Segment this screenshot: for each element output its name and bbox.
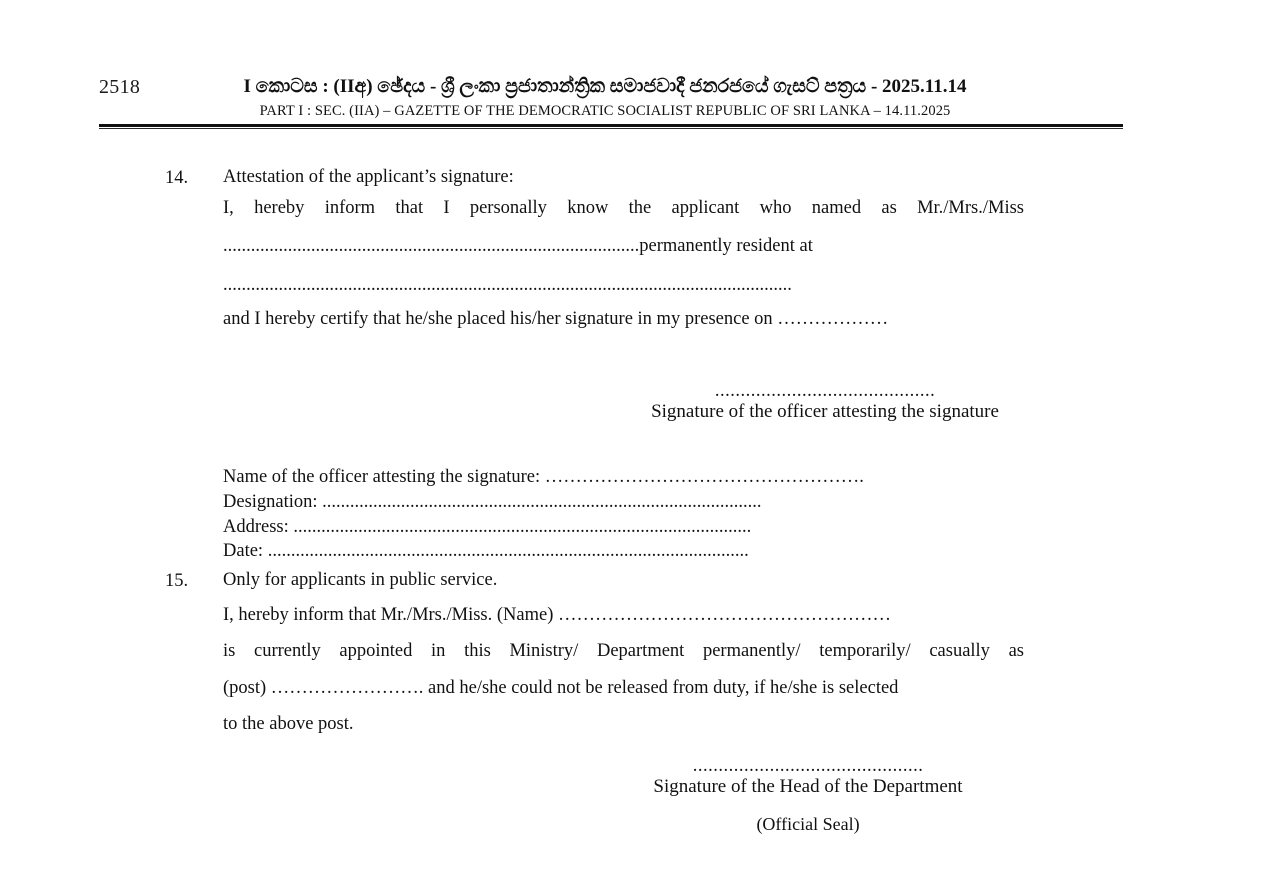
officer-signature-line[interactable]: ........................................... bbox=[714, 380, 936, 401]
spacer bbox=[223, 294, 1024, 310]
field-dotted-input[interactable]: ........................................................................................................ bbox=[263, 542, 749, 562]
clause-15 bbox=[0, 571, 1275, 734]
document-body bbox=[0, 168, 1275, 836]
spacer bbox=[0, 329, 1275, 359]
field-dotted-input[interactable]: ................................................................................................... bbox=[288, 517, 752, 537]
official-seal-label: (Official Seal) bbox=[756, 814, 860, 835]
spacer bbox=[0, 359, 1275, 383]
clause-15-line-1: I, hereby inform that Mr./Mrs./Miss. (Name) ……………………………………………… bbox=[223, 604, 891, 625]
clause-15-line-3: (post) ……………………. and he/she could not be released from duty, if he/she is selected bbox=[223, 677, 899, 698]
clause-14-address-dotted-field[interactable]: ........................................................................................................................... bbox=[223, 274, 792, 295]
field-label: Date: bbox=[223, 542, 264, 562]
field-row bbox=[223, 518, 1024, 537]
officer-signature-label: Signature of the officer attesting the signature bbox=[651, 401, 999, 423]
gazette-title-english: PART I : SEC. (IIA) – GAZETTE OF THE DEMOCRATIC SOCIALIST REPUBLIC OF SRI LANKA – 14.11.2025 bbox=[259, 103, 951, 119]
spacer bbox=[0, 454, 1275, 468]
clause-14-line-2 bbox=[223, 237, 1024, 256]
header-rule-thin bbox=[99, 128, 1123, 129]
field-label: Name of the officer attesting the signature: bbox=[223, 467, 541, 487]
field-label: Designation: bbox=[223, 492, 318, 512]
head-signature-block bbox=[598, 755, 1018, 837]
clause-15-line-2: is currently appointed in this Ministry/ Department permanently/ temporarily/ casually as bbox=[223, 641, 1024, 662]
officer-detail-fields bbox=[0, 468, 1275, 561]
header-divider bbox=[99, 124, 1123, 129]
head-signature-line[interactable]: ............................................. bbox=[692, 755, 924, 776]
officer-signature-block bbox=[627, 380, 1023, 424]
clause-14-line-2-text: permanently resident at bbox=[639, 236, 813, 256]
gazette-title-sinhala: I කොටස : (IIඅ) ඡේදය - ශ්‍රී ලංකා ප්‍රජාතාන්ත්‍රික සමාජවාදී ජනරජයේ ගැසට් පත්‍රය - 2025.11.14 bbox=[243, 76, 967, 97]
clause-14-name-dotted-field[interactable]: .......................................................................................... bbox=[223, 236, 640, 256]
spacer bbox=[223, 590, 1024, 606]
field-dotted-input[interactable]: ............................................................................................... bbox=[317, 492, 762, 512]
field-dotted-input[interactable]: ……………………………………………. bbox=[540, 467, 864, 487]
field-row bbox=[223, 542, 1024, 561]
head-signature-label: Signature of the Head of the Department bbox=[653, 776, 963, 798]
spacer bbox=[223, 624, 1024, 642]
clause-15-number: 15. bbox=[165, 571, 189, 592]
spacer bbox=[223, 256, 1024, 276]
spacer bbox=[223, 697, 1024, 715]
clause-14 bbox=[0, 168, 1275, 329]
spacer bbox=[0, 561, 1275, 571]
field-label: Address: bbox=[223, 517, 289, 537]
spacer bbox=[598, 799, 1018, 813]
page-header bbox=[99, 74, 1123, 119]
header-rule-thick bbox=[99, 124, 1123, 127]
spacer bbox=[223, 217, 1024, 237]
spacer bbox=[223, 187, 1024, 199]
header-row bbox=[99, 74, 1123, 119]
spacer bbox=[223, 661, 1024, 679]
clause-14-line-1: I, hereby inform that I personally know the applicant who named as Mr./Mrs./Miss bbox=[223, 197, 1024, 218]
spacer bbox=[0, 424, 1275, 454]
field-row bbox=[223, 493, 1024, 512]
clause-14-number: 14. bbox=[165, 168, 189, 188]
field-row bbox=[223, 468, 1024, 487]
page-number: 2518 bbox=[99, 76, 141, 98]
clause-14-title: Attestation of the applicant’s signature: bbox=[223, 167, 514, 187]
clause-15-line-4: to the above post. bbox=[223, 714, 354, 735]
clause-14-line-4: and I hereby certify that he/she placed his/her signature in my presence on ……………… bbox=[223, 309, 889, 329]
clause-15-title: Only for applicants in public service. bbox=[223, 570, 498, 591]
spacer bbox=[0, 734, 1275, 758]
